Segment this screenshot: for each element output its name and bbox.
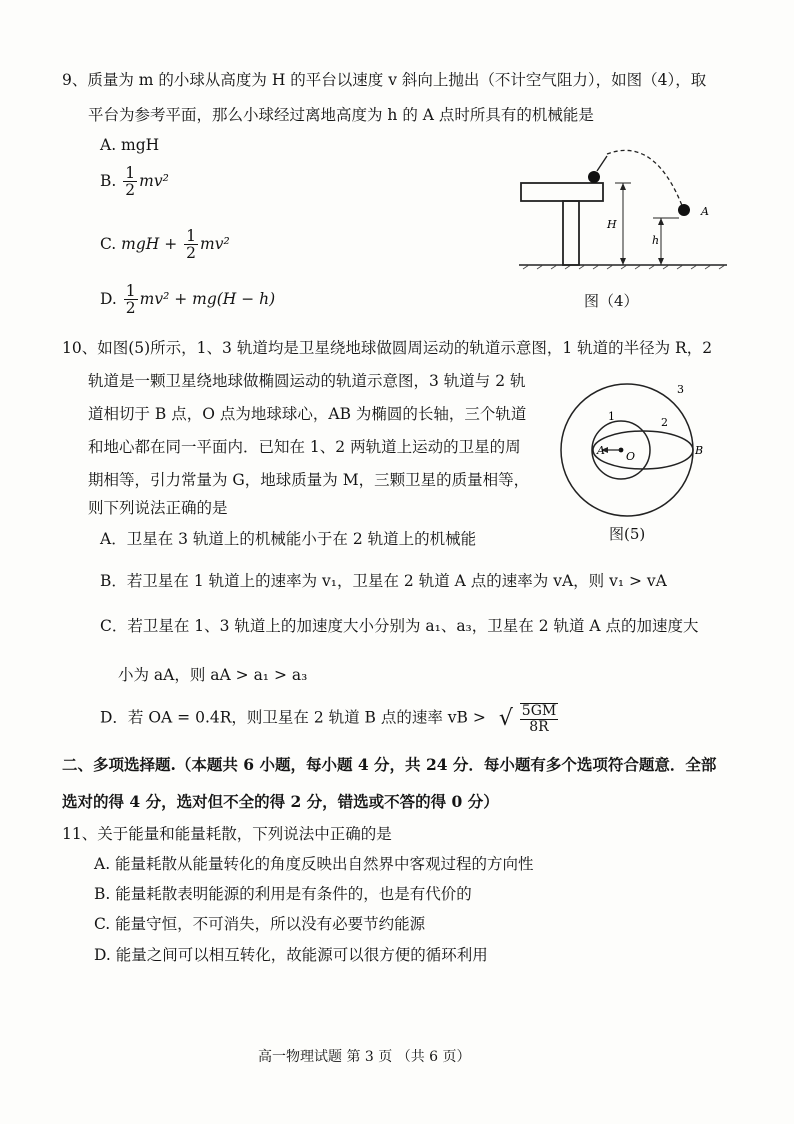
figure-4-diagram bbox=[515, 148, 730, 273]
q9-option-b bbox=[100, 165, 169, 199]
q9-option-c-label: C. bbox=[100, 234, 117, 253]
label-h: h bbox=[652, 234, 660, 247]
figure-4-caption: 图（4） bbox=[584, 292, 639, 310]
label-A: A bbox=[701, 205, 709, 218]
label-orbit-2: 2 bbox=[661, 416, 668, 429]
q9-option-b-expr: mv² bbox=[139, 171, 169, 190]
figure-5-diagram bbox=[553, 378, 713, 526]
sqrt-expression: √ $\frac{5GM}{8R}$ bbox=[498, 703, 557, 735]
q9-stem-line1: 9、质量为 m 的小球从高度为 H 的平台以速度 v 斜向上抛出（不计空气阻力），如图（4），取 bbox=[62, 71, 707, 89]
label-orbit-3: 3 bbox=[677, 383, 684, 396]
section-2-heading-line1: 二、多项选择题.（本题共 6 小题，每小题 4 分，共 24 分．每小题有多个选项符合题意．全部 bbox=[62, 755, 717, 774]
page-footer: 高一物理试题 第 3 页 （共 6 页） bbox=[258, 1049, 471, 1065]
q10-option-c-line1: C．若卫星在 1、3 轨道上的加速度大小分别为 a₁、a₃，卫星在 2 轨道 A 点的加速度大 bbox=[100, 617, 699, 635]
q9-stem-line2: 平台为参考平面，那么小球经过离地高度为 h 的 A 点时所具有的机械能是 bbox=[88, 106, 594, 124]
q10-option-c-line2: 小为 aA，则 aA > a₁ > a₃ bbox=[118, 666, 308, 684]
fraction-half: $\frac{1}{2}$ bbox=[125, 164, 136, 200]
q10-stem-line3: 道相切于 B 点，O 点为地球球心，AB 为椭圆的长轴，三个轨道 bbox=[88, 405, 527, 423]
fraction-half: $\frac{1}{2}$ bbox=[186, 227, 197, 263]
q10-stem-line6: 则下列说法正确的是 bbox=[88, 499, 228, 517]
q10-stem-line5: 期相等，引力常量为 G，地球质量为 M，三颗卫星的质量相等， bbox=[88, 471, 530, 489]
q10-stem-line2: 轨道是一颗卫星绕地球做椭圆运动的轨道示意图，3 轨道与 2 轨 bbox=[88, 372, 526, 390]
label-point-B: B bbox=[695, 444, 704, 457]
figure-5-caption: 图(5) bbox=[609, 525, 646, 543]
q9-option-c-head: mgH + bbox=[121, 234, 178, 253]
q9-option-d bbox=[100, 283, 275, 317]
q10-option-d-text: D．若 OA = 0.4R，则卫星在 2 轨道 B 点的速率 vB > bbox=[100, 708, 486, 727]
label-orbit-1: 1 bbox=[608, 410, 615, 423]
q11-option-d: D. 能量之间可以相互转化，故能源可以很方便的循环利用 bbox=[94, 946, 488, 964]
q10-option-b: B．若卫星在 1 轨道上的速率为 v₁，卫星在 2 轨道 A 点的速率为 vA，则 v₁ > vA bbox=[100, 572, 667, 590]
q9-option-b-label: B. bbox=[100, 171, 117, 190]
q11-stem: 11、关于能量和能量耗散，下列说法中正确的是 bbox=[62, 825, 392, 843]
q10-stem-line1: 10、如图(5)所示，1、3 轨道均是卫星绕地球做圆周运动的轨道示意图，1 轨道的半径为 R，2 bbox=[62, 339, 713, 357]
fraction-half: $\frac{1}{2}$ bbox=[125, 282, 136, 318]
q9-option-d-expr: mv² + mg(H − h) bbox=[139, 289, 276, 308]
q9-option-d-label: D. bbox=[100, 289, 117, 308]
q9-option-c-tail: mv² bbox=[200, 234, 230, 253]
label-point-A: A bbox=[597, 444, 605, 457]
q10-option-d bbox=[100, 703, 560, 734]
q10-stem-line4: 和地心都在同一平面内．已知在 1、2 两轨道上运动的卫星的周 bbox=[88, 438, 521, 456]
section-2-heading-line2: 选对的得 4 分，选对但不全的得 2 分，错选或不答的得 0 分） bbox=[62, 792, 499, 811]
q11-option-c: C. 能量守恒，不可消失，所以没有必要节约能源 bbox=[94, 915, 426, 933]
q11-option-b: B. 能量耗散表明能源的利用是有条件的，也是有代价的 bbox=[94, 885, 472, 903]
q9-option-c bbox=[100, 228, 230, 262]
q11-option-a: A. 能量耗散从能量转化的角度反映出自然界中客观过程的方向性 bbox=[94, 855, 534, 873]
q10-option-a: A．卫星在 3 轨道上的机械能小于在 2 轨道上的机械能 bbox=[100, 530, 477, 548]
label-H: H bbox=[607, 218, 617, 231]
label-point-O: O bbox=[626, 450, 636, 463]
q9-option-a: A. mgH bbox=[100, 136, 160, 154]
